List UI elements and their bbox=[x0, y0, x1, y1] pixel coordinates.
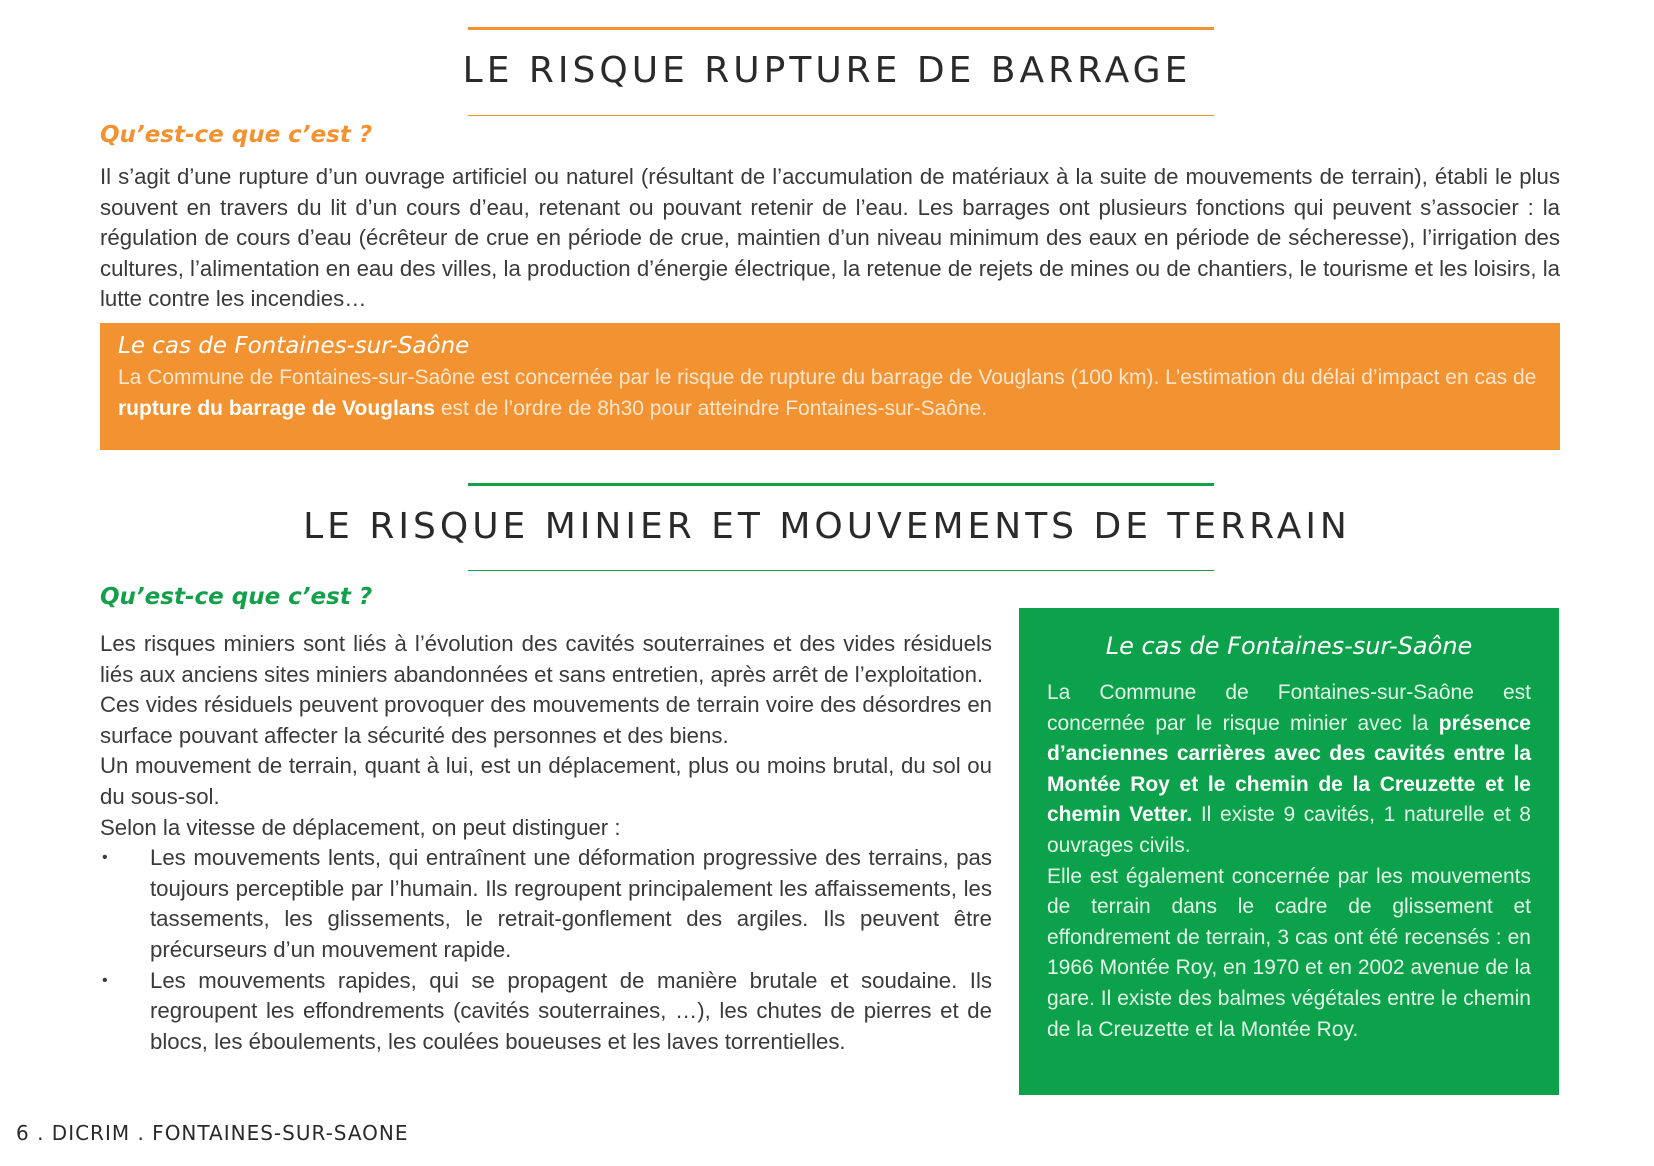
minier-definition bbox=[100, 629, 992, 1057]
paragraph: Ces vides résiduels peuvent provoquer des mouvements de terrain voire des désordres en surface pouvant affecter la sécurité des personnes et des biens. bbox=[100, 692, 992, 748]
page-footer: 6 . DICRIM . FONTAINES-SUR-SAONE bbox=[16, 1121, 409, 1145]
case-highlight-minier: présence d’anciennes carrières avec des cavités entre la Montée Roy et le chemin de la Creuzette et le chemin Vetter. bbox=[1047, 711, 1531, 827]
section-top-rule bbox=[468, 27, 1214, 30]
bullet-icon: • bbox=[102, 849, 108, 867]
paragraph: Selon la vitesse de déplacement, on peut distinguer : bbox=[100, 814, 621, 840]
list-item: • Les mouvements rapides, qui se propagent de manière brutale et soudaine. Ils regroupent les effondrements (cavités souterraines, …), les chutes de pierres et de blocs, les éboulements, les coulées boueuses et les laves torrentielles. bbox=[102, 967, 992, 1054]
question-heading-barrage: Qu’est-ce que c’est ? bbox=[100, 122, 373, 148]
case-box-barrage bbox=[100, 323, 1560, 450]
paragraph: Un mouvement de terrain, quant à lui, est un déplacement, plus ou moins brutal, du sol ou du sous-sol. bbox=[100, 753, 992, 809]
case-highlight-barrage: rupture du barrage de Vouglans bbox=[118, 396, 435, 420]
case-text-minier: La Commune de Fontaines-sur-Saône est concernée par le risque minier avec la présence d’anciennes carrières avec des cavités entre la Montée Roy et le chemin de la Creuzette et le chemin Vetter. Il existe 9 cavités, 1 naturelle et 8 ouvrages civils. Elle est également concernée par les mouvements de terrain dans le cadre de glissement et effondrement de terrain, 3 cas ont été recensés : en 1966 Montée Roy, en 1970 et en 2002 avenue de la gare. Il existe des balmes végétales entre le chemin de la Creuzette et la Montée Roy. bbox=[1047, 681, 1531, 1041]
case-title-barrage: Le cas de Fontaines-sur-Saône bbox=[118, 333, 470, 359]
section-top-rule bbox=[468, 483, 1214, 486]
movement-list bbox=[100, 843, 992, 1057]
barrage-definition: Il s’agit d’une rupture d’un ouvrage artificiel ou naturel (résultant de l’accumulation de matériaux à la suite de mouvements de terrain), établi le plus souvent en travers du lit d’un cours d’eau, retenant ou pouvant retenir de l’eau. Les barrages ont plusieurs fonctions qui peuvent s’associer : la régulation de cours d’eau (écrêteur de crue en période de crue, maintien d’un niveau minimum des eaux en période de sécheresse), l’irrigation des cultures, l’alimentation en eau des villes, la production d’énergie électrique, la retenue de rejets de mines ou de chantiers, le tourisme et les loisirs, la lutte contre les incendies… bbox=[100, 164, 1560, 312]
case-title-minier: Le cas de Fontaines-sur-Saône bbox=[1105, 632, 1473, 660]
question-heading-minier: Qu’est-ce que c’est ? bbox=[100, 584, 373, 610]
paragraph: Les risques miniers sont liés à l’évolution des cavités souterraines et des vides résiduels liés aux anciens sites miniers abandonnées et sans entretien, après arrêt de l’exploitation. bbox=[100, 631, 992, 687]
case-box-minier bbox=[1019, 608, 1559, 1095]
bullet-icon: • bbox=[102, 971, 108, 989]
case-text-barrage: La Commune de Fontaines-sur-Saône est concernée par le risque de rupture du barrage de Vouglans (100 km). L’estimation du délai d’impact en cas de rupture du barrage de Vouglans est de l’ordre de 8h30 pour atteindre Fontaines-sur-Saône. bbox=[118, 366, 1537, 420]
list-item: • Les mouvements lents, qui entraînent une déformation progressive des terrains, pas toujours perceptible par l’humain. Ils regroupent principalement les affaissements, les tassements, les glissements, le retrait-gonflement des argiles. Ils peuvent être précurseurs d’un mouvement rapide. bbox=[102, 845, 992, 962]
section-title-minier: LE RISQUE MINIER ET MOUVEMENTS DE TERRAIN bbox=[303, 506, 1351, 547]
section-bottom-rule bbox=[468, 570, 1214, 571]
section-title-barrage: LE RISQUE RUPTURE DE BARRAGE bbox=[462, 50, 1192, 91]
section-bottom-rule bbox=[468, 115, 1214, 116]
